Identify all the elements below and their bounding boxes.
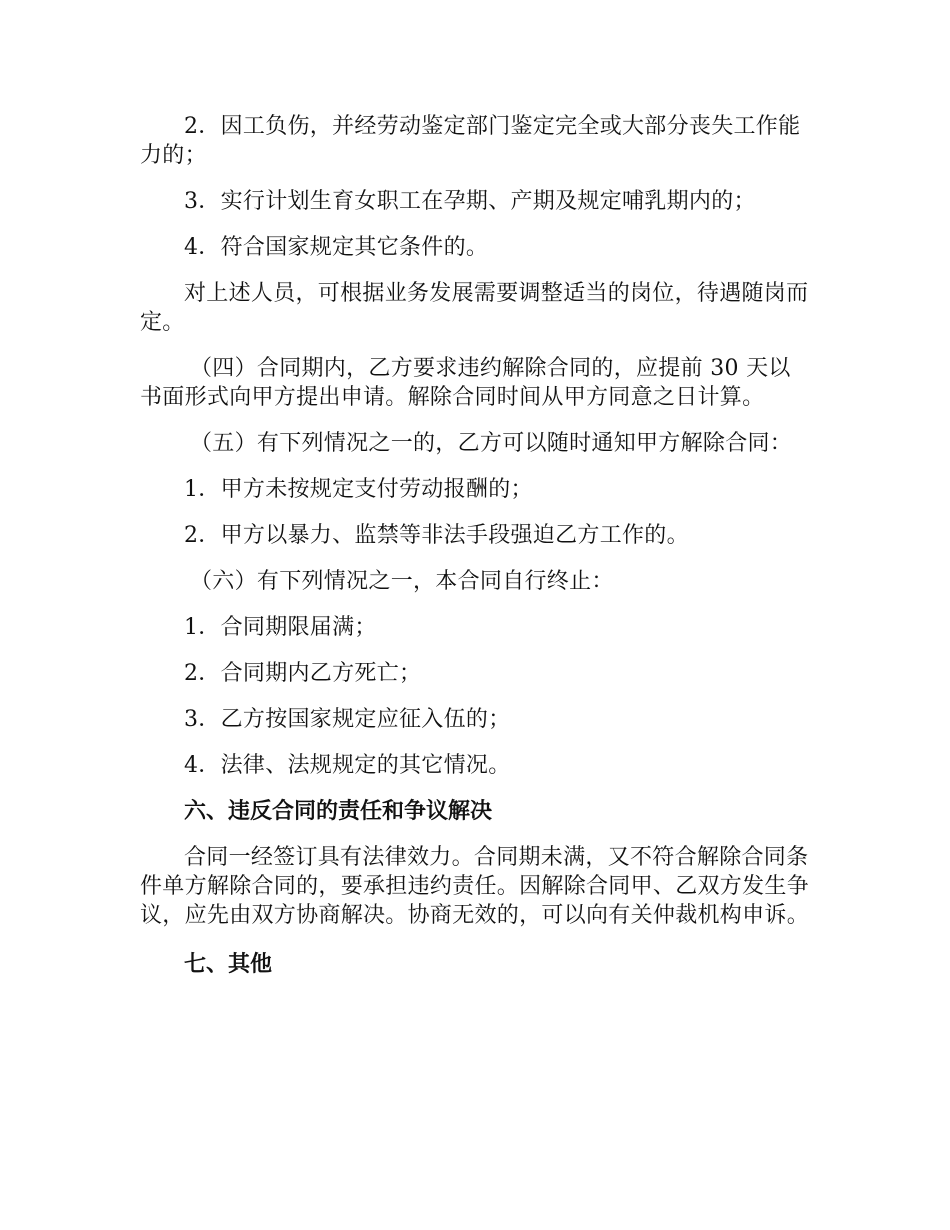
paragraph-item-3-family-planning: 3．实行计划生育女职工在孕期、产期及规定哺乳期内的； — [184, 189, 756, 214]
paragraph-adjust-positions: 对上述人员，可根据业务发展需要调整适当的岗位，待遇随岗而定。 — [140, 281, 809, 335]
paragraph-clause-4: （四）合同期内，乙方要求违约解除合同的，应提前 30 天以书面形式向甲方提出申请。解除合同时间从甲方同意之日计算。 — [140, 356, 791, 410]
paragraph-clause-5-item-1: 1．甲方未按规定支付劳动报酬的； — [184, 477, 533, 502]
paragraph-clause-6-item-2: 2．合同期内乙方死亡； — [184, 661, 422, 686]
paragraph-item-2-injury: 2．因工负伤，并经劳动鉴定部门鉴定完全或大部分丧失工作能力的； — [140, 114, 801, 168]
paragraph-clause-5: （五）有下列情况之一的，乙方可以随时通知甲方解除合同： — [190, 431, 793, 456]
paragraph-clause-6-item-3: 3．乙方按国家规定应征入伍的； — [184, 707, 511, 732]
document-page — [140, 112, 812, 996]
paragraph-clause-6: （六）有下列情况之一，本合同自行终止： — [190, 569, 614, 594]
section-6-body: 合同一经签订具有法律效力。合同期未满，又不符合解除合同条件单方解除合同的，要承担违约责任。因解除合同甲、乙双方发生争议，应先由双方协商解决。协商无效的，可以向有关仲裁机构申诉。 — [140, 845, 810, 928]
section-6-heading: 六、违反合同的责任和争议解决 — [184, 799, 493, 824]
section-7-heading: 七、其他 — [184, 952, 273, 977]
paragraph-clause-6-item-4: 4．法律、法规规定的其它情况。 — [184, 753, 511, 778]
paragraph-clause-6-item-1: 1．合同期限届满； — [184, 615, 377, 640]
paragraph-clause-5-item-2: 2．甲方以暴力、监禁等非法手段强迫乙方工作的。 — [184, 523, 689, 548]
paragraph-item-4-other-conditions: 4．符合国家规定其它条件的。 — [184, 235, 489, 260]
